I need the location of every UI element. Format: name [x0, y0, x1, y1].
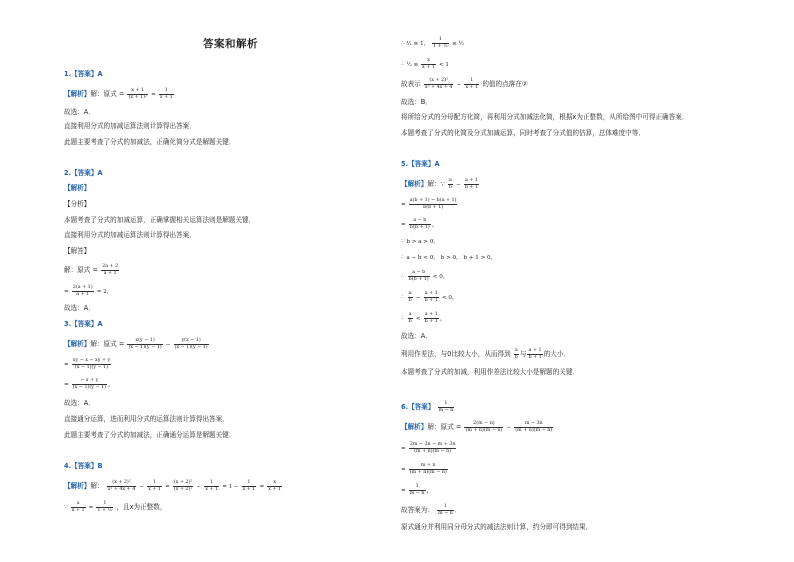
q5-step1: 【解析】解：∵ $\frac{a}{b}$ − $\frac{a + 1}{b + 1}$ — [401, 178, 479, 190]
q2-line2: 直接利用分式的加减运算法则计算得出答案． — [64, 231, 196, 239]
q4-cont-l2: ∴ ½ ≤ $\frac{x}{x + 1}$ < 1 — [401, 58, 449, 70]
q3-step2: = $\frac{xy - x - xy + y}{(x - 1)(y - 1)}$ — [64, 358, 111, 370]
q4-cont-line1: 将所给分式的分母配方化简，再利用分式加减法化简，根据x为正整数，从所给图中可得正确答案． — [401, 113, 689, 121]
q3-step3: = $\frac{- x + y}{(x - 1)(y - 1)}$ ， — [64, 378, 115, 390]
q4-answer: 4.【答案】B — [64, 462, 103, 470]
q3-choice: 故选：A． — [64, 399, 95, 407]
q5-cond1: ∵ b > a > 0， — [401, 239, 439, 245]
q4-cont-l3: 故表示 $\frac{\text{(x + 2)²}}{\text{x² + 4x + 4}}$ − $\frac{1}{x + 1}$ 的值的点落在② — [401, 78, 528, 90]
q1-choice: 故选：A． — [64, 108, 95, 116]
q1-line1: 直接利用分式的加减运算法则计算得出答案． — [64, 122, 196, 130]
q5-cond5: ∴ $\frac{a}{b}$ < $\frac{a + 1}{b + 1}$ ， — [401, 312, 447, 324]
q5-step2: = $\frac{a(b + 1) - b(a + 1)}{b(b + 1)}$ — [401, 198, 457, 210]
q6-step3: = $\frac{m + n}{(m + n)(m - n)}$ — [401, 463, 447, 475]
q5-cond4: ∴ $\frac{a}{b}$ − $\frac{a + 1}{b + 1}$ < 0， — [401, 291, 458, 303]
q3-line1: 直接通分运算，进而利用分式的运算法则计算得出答案． — [64, 415, 229, 423]
q2-answer: 2.【答案】A — [64, 169, 103, 177]
q5-choice: 故选：A． — [401, 332, 432, 340]
q3-line2: 此题主要考查了分式的加减法，正确通分运算是解题关键． — [64, 431, 236, 439]
q2-fenxi: 【分析】 — [64, 200, 91, 208]
q1-analysis: 【解析】解：原式 = $\frac{x + 1}{\text{(x + 1)²}}$ = $\frac{1}{x + 1}$ — [64, 88, 173, 100]
q3-step1: 【解析】解：原式 = $\frac{x(y - 1)}{(x - 1)(y - 1)}$ − $\frac{y(x - 1)}{(x - 1)(y - 1)}$ — [64, 338, 208, 350]
q6-step2: = $\frac{2m - 2n - m + 3n}{(m + n)(m - n)}$ — [401, 442, 456, 454]
q6-step1: 【解析】解：原式 = $\frac{2(m - n)}{(m + n)(m - n)}$ − $\frac{m - 3n}{(m + n)(m - n)}$ — [401, 421, 553, 433]
q4-cont-choice: 故选：B． — [401, 98, 432, 106]
q2-line1: 本题考查了分式的加减运算，正确掌握相关运算法则是解题关键． — [64, 216, 256, 224]
q4-cont-line2: 本题考查了分式的化简及分式加减运算，同时考查了分式值的估算，总体难度中等． — [401, 129, 645, 137]
q6-step4: = $\frac{1}{m - n}$ ， — [401, 484, 434, 496]
q2-jieda: 【解答】 — [64, 247, 91, 255]
q2-analysis-tag: 【解析】 — [64, 184, 91, 192]
q5-step3: = $\frac{a - b}{b(b + 1)}$ ， — [401, 218, 439, 230]
q2-choice: 故选：A． — [64, 304, 95, 312]
q5-line2: 本题考查了分式的加减，利用作差法比较大小是解题的关键． — [401, 368, 580, 376]
q5-answer: 5.【答案】A — [401, 160, 440, 168]
page-title: 答案和解析 — [203, 38, 258, 50]
q5-cond3: ∴ $\frac{a - b}{b(b + 1)}$ < 0， — [401, 270, 449, 282]
q6-answer: 6.【答案】 $\frac{1}{m - n}$ — [401, 401, 454, 413]
q4-step2: ∵ $\frac{x}{x + 1}$ = $\frac{1}{\text{1 + ¹⁄ₓ}}$ ，且x为正整数， — [64, 501, 167, 513]
q5-cond2: ∴ a − b < 0， b > 0， b + 1 > 0， — [401, 255, 497, 261]
q3-answer: 3.【答案】A — [64, 320, 103, 328]
q5-line1: 利用作差法，与0比较大小，从而得到 $\frac{a}{b}$ 与 $\frac{a + 1}{b + 1}$ 的大小． — [401, 348, 571, 360]
q4-cont-l1: ∴ ¹⁄ₓ ≤ 1， $\frac{1}{\text{1 + ¹⁄ₓ}}$ ≥ ½ — [401, 37, 464, 49]
q6-line1: 原式通分并利用同分母分式的减法法则计算，约分即可得到结果． — [401, 523, 593, 531]
q6-final: 故答案为： $\frac{1}{m - n}$ ． — [401, 504, 462, 516]
q4-step1: 【解析】解： $\frac{\text{(x + 2)²}}{\text{x² + 4x + 4}}$ − $\frac{1}{x + 1}$ = $\frac{\text{(x + 2)²}}{\text{(x + 2)²}}$ − $\frac{1}{x + 1}$ = 1 − $\frac{1}{x + 1}$ = $\frac{x}{x + 1}$ — [64, 480, 282, 492]
q1-answer: 1.【答案】A — [64, 70, 103, 78]
q2-step1: 解：原式 = $\frac{2a + 2}{a + 1}$ — [64, 264, 119, 276]
q2-step2: = $\frac{2(a + 1)}{a + 1}$ = 2， — [64, 285, 113, 297]
q1-line2: 此题主要考查了分式的加减法，正确化简分式是解题关键． — [64, 138, 236, 146]
